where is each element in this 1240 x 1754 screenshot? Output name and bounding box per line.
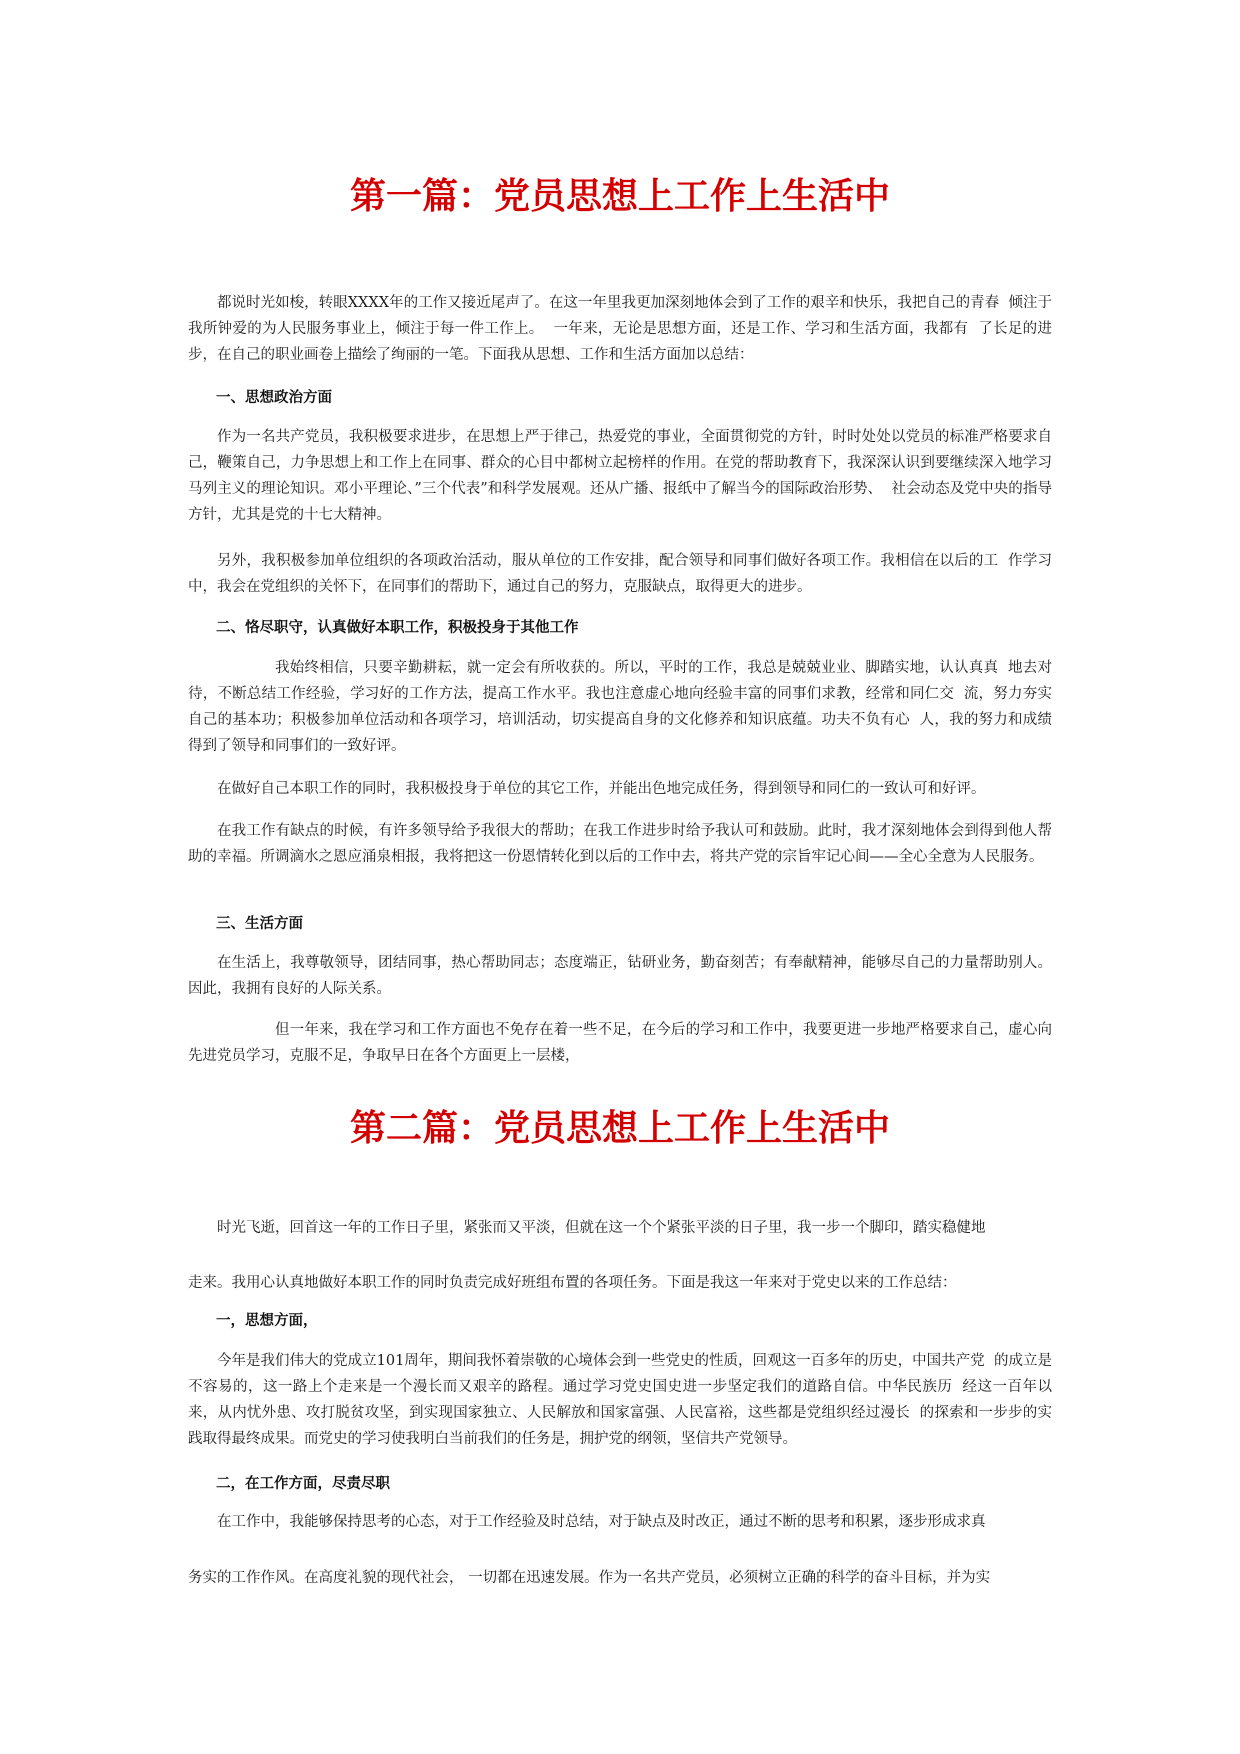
- article2-intro-line2: 走来。我用心认真地做好本职工作的同时负责完成好班组布置的各项任务。下面是我这一年来对于党史以来的工作总结：: [188, 1275, 957, 1291]
- article1-section1-heading: 一、思想政治方面: [216, 389, 332, 406]
- article1-section2-heading: 二、恪尽职守，认真做好本职工作，积极投身于其他工作: [216, 619, 579, 636]
- article1-section1-paragraph1: 作为一名共产党员，我积极要求进步，在思想上严于律己，热爱党的事业，全面贯彻党的方针，时时处处以党员的标准严格要求自己，鞭策自己，力争思想上和工作上在同事、群众的心目中都树立起榜样的作用。在党的帮助教育下，我深深认识到要继续深入地学习马列主义的理论知识。邓小平理论、”三个代表”和科学发展观。还从广播、报纸中了解当今的国际政治形势、 社会动态及党中央的指导方针，尤其是党的十七大精神。: [188, 429, 1052, 523]
- article2-section1-heading: 一，思想方面，: [216, 1312, 318, 1329]
- article2-section2-line1: 在工作中，我能够保持思考的心态，对于工作经验及时总结，对于缺点及时改正，通过不断的思考和积累，逐步形成求真: [217, 1514, 986, 1530]
- article1-title: 第一篇：党员思想上工作上生活中: [349, 175, 890, 217]
- article1-section2-paragraph3: 在我工作有缺点的时候，有许多领导给予我很大的帮助；在我工作进步时给予我认可和鼓励。此时，我才深刻地体会到得到他人帮助的幸福。所调滴水之恩应涌泉相报，我将把这一份恩情转化到以后的工作中去，将共产党的宗旨牢记心间——全心全意为人民服务。: [188, 823, 1052, 865]
- article2-title: 第二篇：党员思想上工作上生活中: [349, 1107, 890, 1149]
- article1-section3-heading: 三、生活方面: [216, 915, 303, 932]
- article2-section2-heading: 二，在工作方面，尽责尽职: [216, 1475, 390, 1492]
- article2-intro-line1: 时光飞逝，回首这一年的工作日子里，紧张而又平淡，但就在这一个个紧张平淡的日子里，我一步一个脚印，踏实稳健地: [217, 1220, 986, 1236]
- article2-section2-line2: 务实的工作作风。在高度礼貌的现代社会， 一切都在迅速发展。作为一名共产党员，必须树立正确的科学的奋斗目标，并为实: [188, 1570, 991, 1586]
- article1-section3-paragraph1: 在生活上，我尊敬领导，团结同事，热心帮助同志；态度端正，钻研业务，勤奋刻苦；有奉献精神，能够尽自己的力量帮助别人。 因此，我拥有良好的人际关系。: [188, 955, 1062, 997]
- article1-section3-paragraph2: 但一年来，我在学习和工作方面也不免存在着一些不足，在今后的学习和工作中，我要更进一步地严格要求自己，虚心向先进党员学习，克服不足，争取早日在各个方面更上一层楼，: [188, 1022, 1052, 1064]
- article1-section2-paragraph2: 在做好自己本职工作的同时，我积极投身于单位的其它工作，并能出色地完成任务，得到领导和同仁的一致认可和好评。: [217, 781, 986, 797]
- article2-section1-paragraph1: 今年是我们伟大的党成立101周年，期间我怀着崇敬的心境体会到一些党史的性质，回观这一百多年的历史，中国共产党 的成立是不容易的，这一路上个走来是一个漫长而又艰辛的路程。通过学习党史国史进一步坚定我们的道路自信。中华民族历 经这一百年以来，从内忧外患、攻打脱贫攻坚，到实现国家独立、人民解放和国家富强、人民富裕，这些都是党组织经过漫长 的探索和一步步的实践取得最终成果。而党史的学习使我明白当前我们的任务是，拥护党的纲领，坚信共产党领导。: [188, 1353, 1052, 1447]
- article1-section1-paragraph2: 另外，我积极参加单位组织的各项政治活动，服从单位的工作安排，配合领导和同事们做好各项工作。我相信在以后的工 作学习中，我会在党组织的关怀下，在同事们的帮助下，通过自己的努力，克服缺点，取得更大的进步。: [188, 553, 1052, 595]
- article1-intro-paragraph: 都说时光如梭，转眼XXXX年的工作又接近尾声了。在这一年里我更加深刻地体会到了工作的艰辛和快乐，我把自己的青春 倾注于我所钟爱的为人民服务事业上，倾注于每一件工作上。 一年来，无论是思想方面，还是工作、学习和生活方面，我都有 了长足的进步，在自己的职业画卷上描绘了绚丽的一笔。下面我从思想、工作和生活方面加以总结：: [188, 295, 1052, 363]
- article1-section2-paragraph1: 我始终相信，只要辛勤耕耘，就一定会有所收获的。所以，平时的工作，我总是兢兢业业、脚踏实地，认认真真 地去对待，不断总结工作经验，学习好的工作方法，提高工作水平。我也注意虚心地向经验丰富的同事们求教，经常和同仁交 流，努力夯实自己的基本功；积极参加单位活动和各项学习，培训活动，切实提高自身的文化修养和知识底蕴。功夫不负有心 人，我的努力和成绩得到了领导和同事们的一致好评。: [188, 660, 1052, 754]
